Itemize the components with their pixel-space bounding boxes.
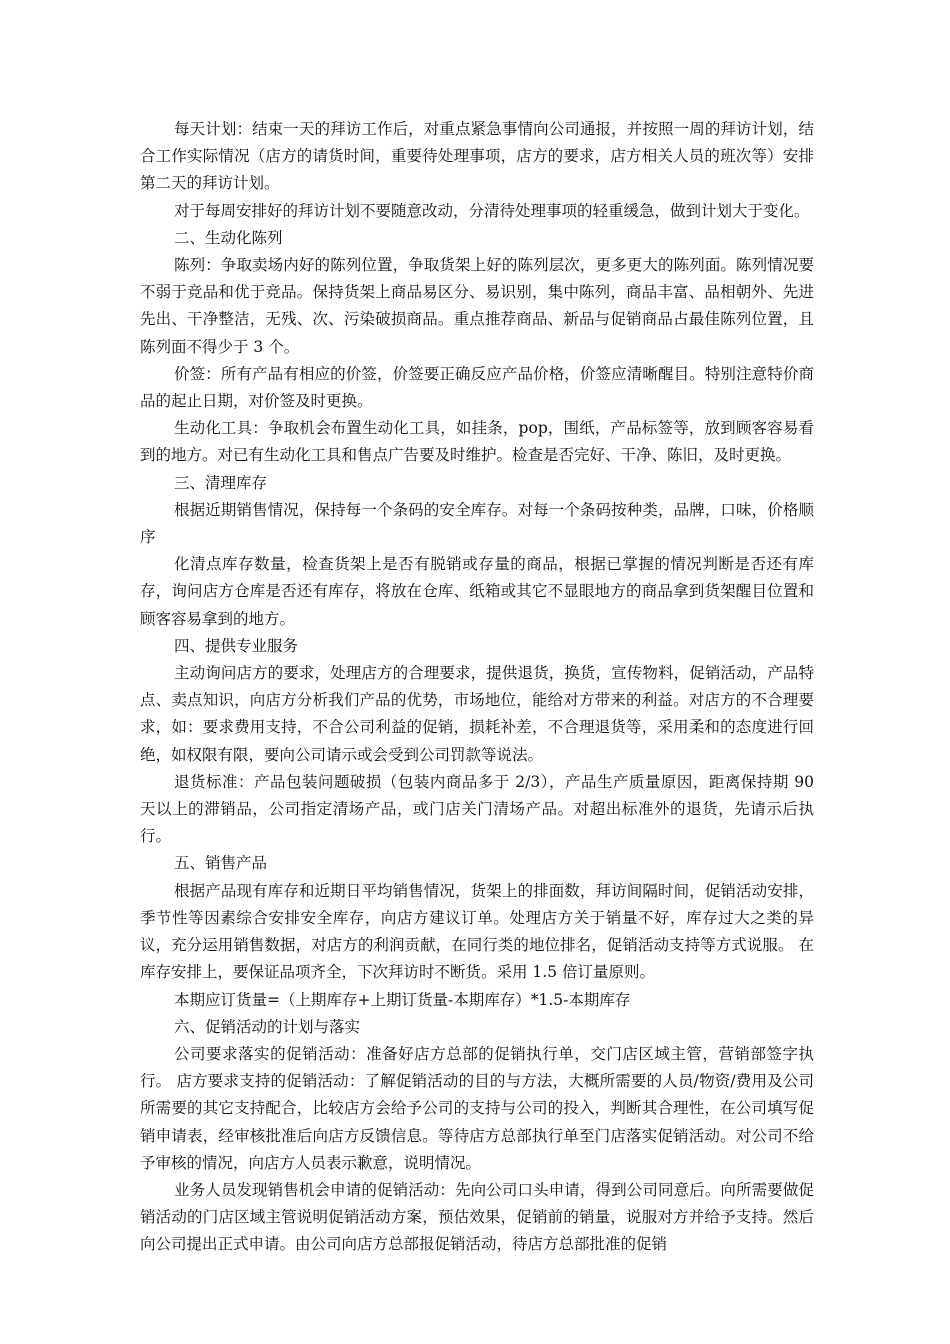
paragraph-return-standard: 退货标准：产品包装问题破损（包装内商品多于 2/3），产品生产质量原因，距离保持期 90 天以上的滞销品，公司指定清场产品，或门店关门清场产品。对超出标准外的退货，先请示后执行。 bbox=[140, 772, 814, 846]
paragraph-sales: 根据产品现有库存和近期日平均销售情况，货架上的排面数，拜访间隔时间，促销活动安排，季节性等因素综合安排安全库存，向店方建议订单。处理店方关于销量不好，库存过大之类的异议，充分运用销售数据，对店方的利润贡献，在同行类的地位排名，促销活动支持等方式说服。 在库存安排上，要保证品项齐全，下次拜访时不断货。采用 1.5 倍订量原则。 bbox=[140, 881, 814, 982]
paragraph-price-tag: 价签：所有产品有相应的价签，价签要正确反应产品价格，价签应清晰醒目。特别注意特价商品的起止日期，对价签及时更换。 bbox=[140, 364, 814, 411]
paragraph-promotion-sales: 业务人员发现销售机会申请的促销活动：先向公司口头申请，得到公司同意后。向所需要做促销活动的门店区域主管说明促销活动方案，预估效果，促销前的销量，说服对方并给予支持。然后向公司提出正式申请。由公司向店方总部报促销活动，待店方总部批准的促销 bbox=[140, 1180, 814, 1254]
heading-inventory: 三、清理库存 bbox=[174, 473, 268, 492]
heading-sales: 五、销售产品 bbox=[174, 854, 268, 873]
heading-promotion: 六、促销活动的计划与落实 bbox=[174, 1017, 361, 1036]
document-body bbox=[140, 116, 814, 1259]
heading-display: 二、生动化陈列 bbox=[174, 228, 283, 247]
heading-service: 四、提供专业服务 bbox=[174, 636, 299, 655]
paragraph-service: 主动询问店方的要求，处理店方的合理要求，提供退货，换货，宣传物料，促销活动，产品特点、卖点知识，向店方分析我们产品的优势，市场地位，能给对方带来的利益。对店方的不合理要求，如：要求费用支持，不合公司利益的促销，损耗补差，不合理退货等，采用柔和的态度进行回绝，如权限有限，要向公司请示或会受到公司罚款等说法。 bbox=[140, 664, 814, 764]
paragraph-daily-plan: 每天计划：结束一天的拜访工作后，对重点紧急事情向公司通报，并按照一周的拜访计划，结合工作实际情况（店方的请货时间，重要待处理事项，店方的要求，店方相关人员的班次等）安排第二天的拜访计划。 bbox=[140, 120, 814, 193]
paragraph-weekly-plan: 对于每周安排好的拜访计划不要随意改动，分清待处理事项的轻重缓急，做到计划大于变化。 bbox=[174, 201, 810, 220]
paragraph-display-tools: 生动化工具：争取机会布置生动化工具，如挂条，pop，围纸，产品标签等，放到顾客容易看到的地方。对已有生动化工具和售点广告要及时维护。检查是否完好、干净、陈旧，及时更换。 bbox=[140, 419, 814, 465]
paragraph-display: 陈列：争取卖场内好的陈列位置，争取货架上好的陈列层次，更多更大的陈列面。陈列情况要不弱于竞品和优于竞品。保持货架上商品易区分、易识别，集中陈列，商品丰富、品相朝外、先进先出、干净整洁，无残、次、污染破损商品。重点推荐商品、新品与促销商品占最佳陈列位置，且陈列面不得少于 3 个。 bbox=[140, 256, 814, 356]
paragraph-inventory-2: 化清点库存数量，检查货架上是否有脱销或存量的商品，根据已掌握的情况判断是否还有库存，询问店方仓库是否还有库存，将放在仓库、纸箱或其它不显眼地方的商品拿到货架醒目位置和顾客容易拿到的地方。 bbox=[140, 555, 814, 628]
paragraph-inventory-1: 根据近期销售情况，保持每一个条码的安全库存。对每一个条码按种类，品牌，口味，价格顺序 bbox=[140, 500, 814, 547]
paragraph-order-formula: 本期应订货量=（上期库存+上期订货量-本期库存）*1.5-本期库存 bbox=[174, 990, 631, 1009]
paragraph-promotion-company: 公司要求落实的促销活动：准备好店方总部的促销执行单，交门店区域主管，营销部签字执行。 店方要求支持的促销活动：了解促销活动的目的与方法，大概所需要的人员/物资/费用及公司所需要的其它支持配合，比较店方会给予公司的支持与公司的投入，判断其合理性，在公司填写促销申请表，经审核批准后向店方反馈信息。等待店方总部执行单至门店落实促销活动。对公司不给予审核的情况，向店方人员表示歉意，说明情况。 bbox=[140, 1044, 814, 1172]
